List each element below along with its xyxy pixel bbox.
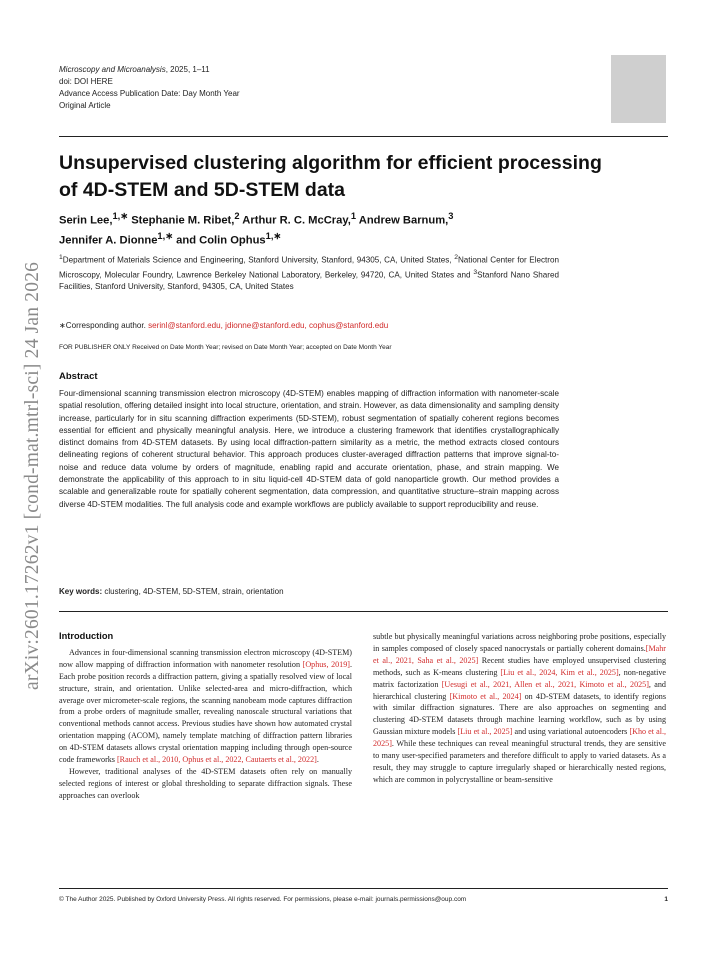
citation-link[interactable]: [Kho et al., 2025]: [373, 727, 667, 749]
affiliations: $^1$Department of Materials Science and Engineering, Stanford University, Stanford, 94305, CA, United States, $^2$National Center for Electron Microscopy, Molecular Foundry, Lawrence Berkeley National Laboratory, Berkeley, 94720, CA, United States and $^3$Stanford Nano Shared Facilities, Stanford University, Stanford, 94305, CA, United States: [59, 254, 560, 292]
citation-link[interactable]: [Kimoto et al., 2024]: [449, 691, 522, 701]
keywords-text: clustering, 4D-STEM, 5D-STEM, strain, orientation: [102, 587, 284, 596]
header-rule: [59, 136, 668, 137]
page-number: 1: [664, 896, 668, 903]
intro-paragraph-1: Advances in four-dimensional scanning transmission electron microscopy (4D-STEM) now allow mapping of diffraction information with nanometer resolution [Ophus, 2019]. Each probe position records a diffraction pattern, giving a spatially resolved view of local structure, strain, and orientation. Unlike selected-area and micro-diffraction, which average over micrometer-scale regions, the scanning nanobeam mode captures diffraction from a probe orders of magnitude smaller, revealing nanoscale structural variations that conventional methods cannot access. Previous studies have shown how automated crystal orientation mapping (ACOM), namely template matching of diffraction pattern libraries on 4D-STEM datasets allows crystal orientation mapping including through open-source code frameworks [Rauch et al., 2010, Ophus et al., 2022, Cautaerts et al., 2022].: [59, 647, 353, 765]
citation-link[interactable]: [Ophus, 2019]: [302, 659, 350, 669]
keywords-label: Key words:: [59, 587, 103, 596]
introduction-heading: Introduction: [59, 631, 114, 641]
abstract-rule: [59, 611, 668, 612]
author-list: [59, 209, 619, 248]
journal-cover-thumbnail: [611, 55, 666, 123]
abstract-text: Four-dimensional scanning transmission electron microscopy (4D-STEM) enables mapping of diffraction information with nanometer-scale spatial resolution, offering detailed insight into local structure, orientation, and strain. However, as data dimensionality and sampling density increase, particularly for in situ scanning diffraction experiments (5D-STEM), robust segmentation of spatially coherent regions becomes essential for efficient and physically meaningful analysis. Here, we introduce a clustering framework that identifies crystallographically distinct domains from 4D-STEM datasets. By using local diffraction-pattern similarity as a metric, the method extracts closed contours delineating regions of coherent structural behavior. This approach produces cluster-averaged diffraction patterns that improve signal-to-noise and reduce data volume by orders of magnitude, enabling rapid and accurate orientation, phase, and strain mapping. We demonstrate the applicability of this approach to in situ liquid-cell 4D-STEM data of gold nanoparticle growth. Our method provides a scalable and generalizable route for spatially coherent segmentation, data compression, and quantitative structure–strain mapping across diverse 4D-STEM modalities. The full analysis code and example workflows are publicly available to support reproducibility and reuse.: [59, 389, 559, 509]
access-date: Advance Access Publication Date: Day Month Year: [59, 89, 240, 98]
citation-link[interactable]: [Mahr et al., 2021, Saha et al., 2025]: [373, 643, 666, 665]
keywords: [59, 587, 284, 596]
arxiv-identifier: arXiv:2601.17262v1 [cond-mat.mtrl-sci] 24 Jan 2026: [22, 261, 43, 690]
intro-paragraph-continued: subtle but physically meaningful variations across neighboring probe positions, especially in samples composed of closely spaced nanocrystals or partially coherent domains.[Mahr et al., 2021, Saha et al., 2025] Recent studies have employed unsupervised clustering methods, such as K-means clustering [Liu et al., 2024, Kim et al., 2025], non-negative matrix factorization [Uesugi et al., 2021, Allen et al., 2021, Kimoto et al., 2025], and hierarchical clustering [Kimoto et al., 2024] on 4D-STEM datasets, to identify regions with similar diffraction signatures. There are also approaches on segmenting and clustering 4D-STEM datasets through machine learning workflow, such as by using Gaussian mixture models [Liu et al., 2025] and using variational autoencoders [Kho et al., 2025]. While these techniques can reveal meaningful structural trends, they are sensitive to many user-specified parameters and therefore difficult to apply to varied datasets. As a result, they may struggle to capture irregularly shaped or hierarchically nested regions, which are common in polycrystalline or beam-sensitive: [373, 632, 667, 784]
citation-link[interactable]: [Liu et al., 2024, Kim et al., 2025]: [500, 667, 619, 677]
intro-paragraph-2: However, traditional analyses of the 4D-STEM datasets often rely on manually selected regions of interest or global thresholding to separate diffraction signals. These approaches can overlook: [59, 766, 352, 800]
journal-line: [59, 64, 240, 76]
footer-rule: [59, 888, 668, 889]
corresponding-emails[interactable]: serinl@stanford.edu, jdionne@stanford.edu, cophus@stanford.edu: [148, 321, 389, 330]
citation-link[interactable]: [Rauch et al., 2010, Ophus et al., 2022, Cautaerts et al., 2022]: [116, 755, 317, 765]
article-type: Original Article: [59, 101, 111, 110]
copyright-notice: © The Author 2025. Published by Oxford University Press. All rights reserved. For permissions, please e-mail: journals.permissions@oup.com: [59, 896, 467, 903]
publisher-dates: FOR PUBLISHER ONLY Received on Date Month Year; revised on Date Month Year; accepted on Date Month Year: [59, 344, 392, 351]
left-column: [59, 631, 352, 802]
journal-header: [59, 64, 240, 112]
authors-line-2: Jennifer A. Dionne$^{1,∗}$ and Colin Ophus$^{1,∗}$: [59, 230, 282, 247]
doi: doi: DOI HERE: [59, 77, 113, 86]
authors-line-1: Serin Lee,$^{1,∗}$ Stephanie M. Ribet,$^2$ Arthur R. C. McCray,$^1$ Andrew Barnum,$^3$: [59, 211, 454, 227]
journal-info: , 2025, 1–11: [165, 65, 210, 74]
citation-link[interactable]: [Uesugi et al., 2021, Allen et al., 2021, Kimoto et al., 2025]: [441, 679, 649, 689]
paper-title: Unsupervised clustering algorithm for efficient processing of 4D-STEM and 5D-STEM data: [59, 152, 602, 201]
citation-link[interactable]: [Liu et al., 2025]: [457, 727, 513, 737]
journal-name: Microscopy and Microanalysis: [59, 65, 166, 74]
corresponding-label: ∗Corresponding author.: [59, 321, 146, 330]
corresponding-author: [59, 320, 388, 330]
right-column: [373, 631, 666, 786]
page-footer: [59, 896, 668, 903]
abstract-heading: Abstract: [59, 371, 98, 382]
